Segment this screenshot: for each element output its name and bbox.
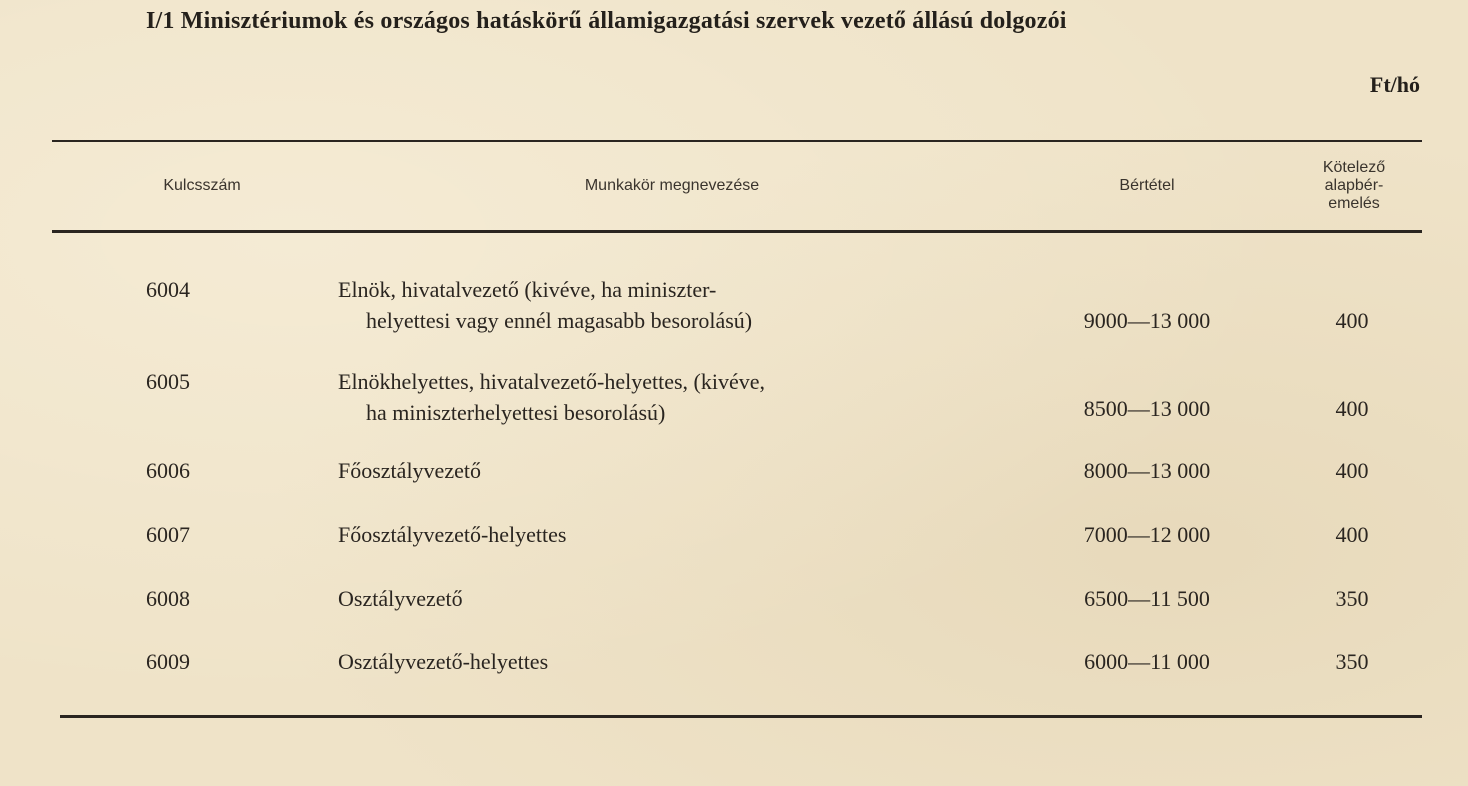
row-code: 6006 — [146, 458, 190, 483]
row-rate: 7000—12 000 — [1083, 522, 1211, 547]
header-raise-line2: alapbér- — [1324, 177, 1384, 194]
row-name: Osztályvezető-helyettes — [338, 649, 549, 674]
row-rate: 8500—13 000 — [1083, 396, 1211, 421]
row-code: 6007 — [146, 522, 190, 547]
row-code: 6009 — [146, 649, 190, 674]
row-rate: 8000—13 000 — [1083, 458, 1211, 483]
row-code: 6005 — [146, 369, 190, 394]
row-raise: 400 — [1335, 458, 1369, 483]
row-rate: 6000—11 000 — [1084, 649, 1210, 674]
row-name: Főosztályvezető-helyettes — [338, 522, 567, 547]
header-name: Munkakör megnevezése — [584, 177, 760, 194]
row-name-line2: ha miniszterhelyettesi besorolású) — [366, 400, 666, 425]
table-header-rule — [52, 230, 1422, 233]
row-name — [338, 366, 1038, 428]
row-raise: 350 — [1335, 586, 1369, 611]
row-code: 6008 — [146, 586, 190, 611]
row-raise: 400 — [1335, 308, 1369, 333]
row-name — [338, 274, 1038, 336]
row-name-line1: Elnök, hivatalvezető (kivéve, ha miniszter- — [338, 277, 717, 302]
row-code: 6004 — [146, 277, 190, 302]
header-raise — [1284, 159, 1424, 213]
row-name: Főosztályvezető — [338, 458, 481, 483]
row-rate: 9000—13 000 — [1083, 308, 1211, 333]
header-raise-line3: emelés — [1328, 195, 1380, 212]
row-raise: 400 — [1335, 396, 1369, 421]
table-top-rule — [52, 140, 1422, 142]
row-name-line1: Elnökhelyettes, hivatalvezető-helyettes, (kivéve, — [338, 369, 766, 394]
header-code: Kulcsszám — [163, 177, 241, 194]
unit-label: Ft/hó — [1369, 72, 1420, 97]
page-title: I/1 Minisztériumok és országos hatáskörű államigazgatási szervek vezető állású dolgozói — [146, 8, 1067, 34]
table-bottom-rule — [60, 715, 1422, 718]
row-name-line2: helyettesi vagy ennél magasabb besorolású) — [366, 308, 753, 333]
table-header — [52, 144, 1422, 228]
header-raise-line1: Kötelező — [1322, 159, 1386, 176]
header-rate: Bértétel — [1119, 177, 1175, 194]
row-rate: 6500—11 500 — [1084, 586, 1210, 611]
row-name: Osztályvezető — [338, 586, 463, 611]
row-raise: 400 — [1335, 522, 1369, 547]
row-raise: 350 — [1335, 649, 1369, 674]
